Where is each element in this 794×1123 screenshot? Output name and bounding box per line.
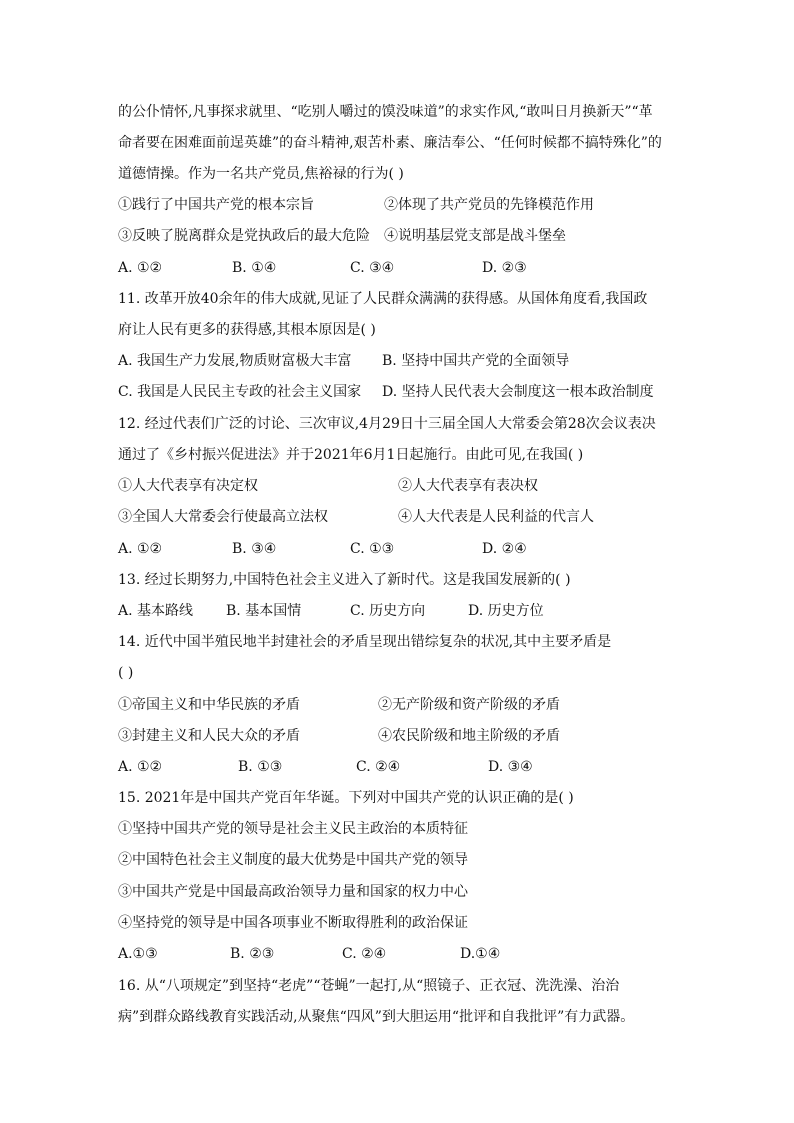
statement-3: ③反映了脱离群众是党执政后的最大危险: [118, 228, 370, 244]
question-11-stem-line-2: 府让人民有更多的获得感,其根本原因是( ): [118, 322, 376, 338]
question-10-stem-line-3: 道德情操。作为一名共产党员,焦裕禄的行为( ): [118, 166, 404, 182]
choice-a: A. ①②: [118, 759, 163, 775]
choice-d: D. ②③: [482, 260, 527, 276]
choice-b: B. 坚持中国共产党的全面领导: [382, 353, 570, 369]
choice-d: D. 坚持人民代表大会制度这一根本政治制度: [382, 384, 654, 400]
statement-1: ①帝国主义和中华民族的矛盾: [118, 697, 300, 713]
question-12-stem-line-2: 通过了《乡村振兴促进法》并于2021年6月1日起施行。由此可见,在我国( ): [118, 447, 584, 463]
choice-d: D. ②④: [482, 541, 527, 557]
statement-2: ②无产阶级和资产阶级的矛盾: [378, 697, 560, 713]
statement-3: ③封建主义和人民大众的矛盾: [118, 728, 300, 744]
choice-b: B. ②③: [230, 946, 275, 962]
statement-1: ①人大代表享有决定权: [118, 478, 258, 494]
question-15-statement-3: ③中国共产党是中国最高政治领导力量和国家的权力中心: [118, 884, 468, 900]
question-15-statement-1: ①坚持中国共产党的领导是社会主义民主政治的本质特征: [118, 821, 468, 837]
choice-c: C. ①③: [350, 541, 395, 557]
choice-c: C. 我国是人民民主专政的社会主义国家: [118, 384, 362, 400]
question-12-stem-line-1: 12. 经过代表们广泛的讨论、三次审议,4月29日十三届全国人大常委会第28次会议表决: [118, 416, 656, 432]
choice-c: C. ③④: [350, 260, 395, 276]
statement-4: ④农民阶级和地主阶级的矛盾: [378, 728, 560, 744]
question-15-statement-4: ④坚持党的领导是中国各项事业不断取得胜利的政治保证: [118, 915, 468, 931]
question-13-stem: 13. 经过长期努力,中国特色社会主义进入了新时代。这是我国发展新的( ): [118, 572, 571, 588]
choice-a: A. 基本路线: [118, 603, 194, 619]
question-15-stem: 15. 2021年是中国共产党百年华诞。下列对中国共产党的认识正确的是( ): [118, 790, 574, 806]
choice-b: B. ③④: [232, 541, 277, 557]
statement-4: ④说明基层党支部是战斗堡垒: [384, 228, 566, 244]
choice-b: B. 基本国情: [226, 603, 302, 619]
choice-b: B. ①③: [238, 759, 283, 775]
statement-1: ①践行了中国共产党的根本宗旨: [118, 197, 314, 213]
question-16-stem-line-2: 病”到群众路线教育实践活动,从聚焦“四风”到大胆运用“批评和自我批评”有力武器。: [118, 1009, 635, 1025]
statement-2: ②体现了共产党员的先锋模范作用: [384, 197, 594, 213]
choice-c: C. ②④: [356, 759, 401, 775]
question-11-stem-line-1: 11. 改革开放40余年的伟大成就,见证了人民群众满满的获得感。从国体角度看,我国政: [118, 291, 648, 307]
choice-c: C. ②④: [342, 946, 387, 962]
choice-a: A. 我国生产力发展,物质财富极大丰富: [118, 353, 352, 369]
question-15-statement-2: ②中国特色社会主义制度的最大优势是中国共产党的领导: [118, 852, 468, 868]
question-14-stem-line-2: ( ): [118, 665, 134, 681]
statement-4: ④人大代表是人民利益的代言人: [398, 509, 594, 525]
choice-a: A. ①②: [118, 260, 163, 276]
choice-d: D. ③④: [488, 759, 533, 775]
question-14-stem-line-1: 14. 近代中国半殖民地半封建社会的矛盾呈现出错综复杂的状况,其中主要矛盾是: [118, 634, 612, 650]
choice-d: D. 历史方位: [468, 603, 544, 619]
choice-b: B. ①④: [232, 260, 277, 276]
question-16-stem-line-1: 16. 从“八项规定”到坚持“老虎”“苍蝇”一起打,从“照镜子、正衣冠、洗洗澡、治治: [118, 978, 620, 994]
choice-d: D.①④: [460, 946, 501, 962]
choice-a: A. ①②: [118, 541, 163, 557]
choice-a: A.①③: [118, 946, 158, 962]
question-10-stem-line-2: 命者要在困难面前逞英雄”的奋斗精神,艰苦朴素、廉洁奉公、“任何时候都不搞特殊化”的: [118, 135, 662, 151]
statement-2: ②人大代表享有表决权: [398, 478, 538, 494]
statement-3: ③全国人大常委会行使最高立法权: [118, 509, 328, 525]
choice-c: C. 历史方向: [350, 603, 426, 619]
question-10-stem-line-1: 的公仆情怀,凡事探求就里、“吃别人嚼过的馍没味道”的求实作风,“敢叫日月换新天”“革: [118, 104, 653, 120]
